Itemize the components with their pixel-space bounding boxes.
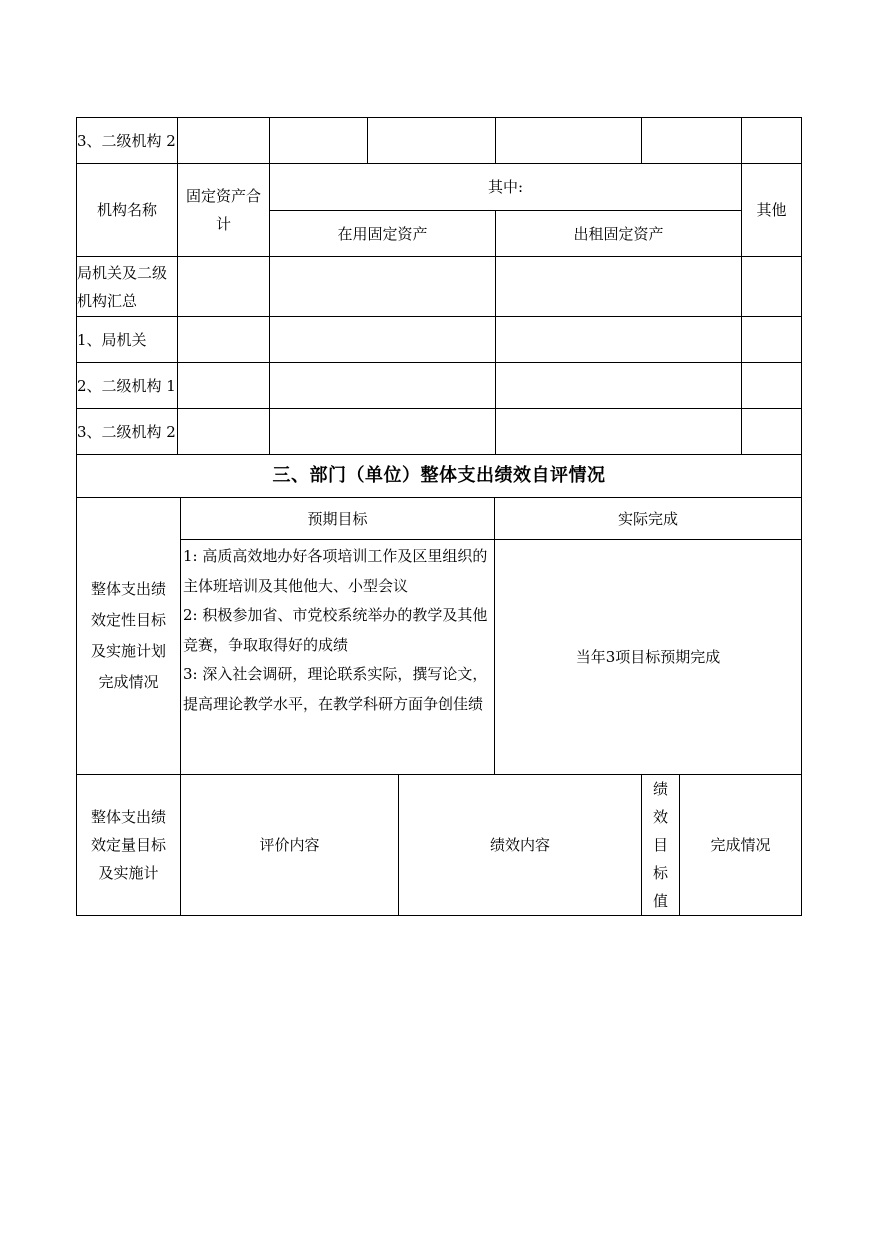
table-row bbox=[77, 409, 802, 455]
expected-goals bbox=[181, 540, 495, 775]
qualitative-row-label: 整体支出绩效定性目标及实施计划完成情况 bbox=[77, 498, 181, 775]
completion-header: 完成情况 bbox=[680, 775, 802, 916]
org-name-cell: 1、局机关 bbox=[77, 317, 178, 363]
table-row bbox=[77, 363, 802, 409]
section-title: 三、部门（单位）整体支出绩效自评情况 bbox=[77, 455, 802, 498]
other-header: 其他 bbox=[742, 164, 802, 257]
header-row bbox=[77, 164, 802, 211]
org-name-cell: 3、二级机构 2 bbox=[77, 118, 178, 164]
actual-completion-value: 当年3项目标预期完成 bbox=[495, 540, 802, 775]
actual-completion-header: 实际完成 bbox=[495, 498, 802, 540]
goal-item: 1: 高质高效地办好各项培训工作及区里组织的主体班培训及其他他大、小型会议 bbox=[183, 547, 488, 595]
table-row bbox=[77, 540, 802, 775]
table-row bbox=[77, 317, 802, 363]
table-row bbox=[77, 775, 802, 916]
goal-item: 2: 积极参加省、市党校系统举办的教学及其他竞赛，争取取得好的成绩 bbox=[183, 606, 488, 654]
org-name-cell: 2、二级机构 1 bbox=[77, 363, 178, 409]
org-name-header: 机构名称 bbox=[77, 164, 178, 257]
section-title-row bbox=[77, 455, 802, 498]
of-which-header: 其中: bbox=[270, 164, 742, 211]
perf-content-header: 绩效内容 bbox=[399, 775, 642, 916]
quantitative-row-label: 整体支出绩效定量目标及实施计 bbox=[77, 775, 181, 916]
org-name-cell: 局机关及二级机构汇总 bbox=[77, 257, 178, 317]
header-row bbox=[77, 498, 802, 540]
expected-goal-header: 预期目标 bbox=[181, 498, 495, 540]
in-use-header: 在用固定资产 bbox=[270, 211, 496, 257]
goal-item: 3: 深入社会调研，理论联系实际，撰写论文，提高理论教学水平，在教学科研方面争创佳绩 bbox=[183, 665, 488, 713]
leased-header: 出租固定资产 bbox=[496, 211, 742, 257]
fixed-assets-table bbox=[76, 117, 802, 455]
eval-content-header: 评价内容 bbox=[181, 775, 399, 916]
performance-table bbox=[76, 454, 802, 916]
target-value-header: 绩效目标值 bbox=[642, 775, 680, 916]
fixed-assets-total-header: 固定资产合计 bbox=[178, 164, 270, 257]
table-row bbox=[77, 118, 802, 164]
org-name-cell: 3、二级机构 2 bbox=[77, 409, 178, 455]
table-row bbox=[77, 257, 802, 317]
